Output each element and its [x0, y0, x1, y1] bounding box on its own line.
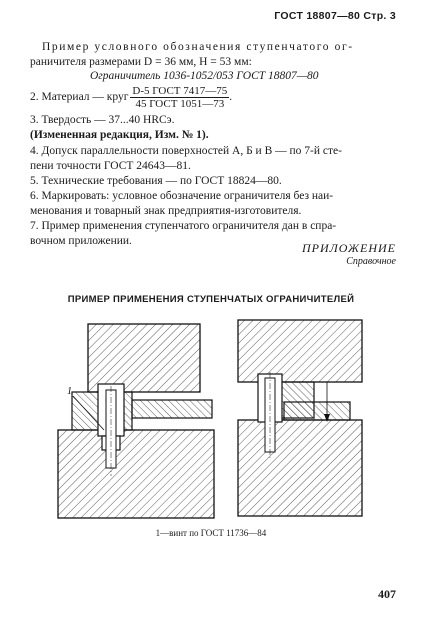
item-5: 5. Технические требования — по ГОСТ 18824—80. — [30, 175, 282, 187]
item-7-line-1: 7. Пример применения ступенчатого ограничителя дан в спра- — [30, 220, 337, 232]
left-slide — [132, 400, 212, 418]
figure-title: ПРИМЕР ПРИМЕНЕНИЯ СТУПЕНЧАТЫХ ОГРАНИЧИТЕЛЕЙ — [67, 294, 355, 305]
right-assembly — [238, 320, 362, 516]
figure-caption: 1—винт по ГОСТ 11736—84 — [155, 528, 267, 538]
item-4-line-1: 4. Допуск параллельности поверхностей А, Б и В — по 7-й сте- — [30, 145, 342, 157]
appendix-title: ПРИЛОЖЕНИЕ — [302, 241, 396, 255]
figure-drawing — [0, 310, 422, 525]
appendix-heading — [302, 241, 396, 267]
left-upper-die — [88, 324, 200, 392]
item-2-prefix: 2. Материал — круг — [30, 91, 129, 104]
left-assembly — [58, 324, 214, 518]
right-lower-plate — [238, 420, 362, 516]
left-lower-plate — [58, 430, 214, 518]
item-2-suffix: . — [229, 91, 233, 104]
example-line-2: раничителя размерами D = 36 мм, H = 53 мм: — [30, 56, 252, 68]
designation: Ограничитель 1036-1052/053 ГОСТ 18807—80 — [90, 70, 319, 82]
right-upper-die — [238, 320, 362, 382]
page-number: 407 — [378, 587, 396, 601]
fraction-denominator: 45 ГОСТ 1051—73 — [135, 98, 225, 110]
example-line-1: Пример условного обозначения ступенчатого ог- — [42, 41, 354, 53]
material-fraction — [130, 85, 229, 110]
item-3: 3. Твердость — 37...40 HRCэ. — [30, 114, 175, 126]
item-2 — [30, 85, 232, 110]
item-6-line-2: менования и товарный знак предприятия-изготовителя. — [30, 205, 302, 217]
item-7-line-2: вочном приложении. — [30, 235, 132, 247]
figure-callout: 1 — [67, 386, 72, 397]
revision-note: (Измененная редакция, Изм. № 1). — [30, 129, 209, 141]
item-6-line-1: 6. Маркировать: условное обозначение ограничителя без наи- — [30, 190, 334, 202]
page-header: ГОСТ 18807—80 Стр. 3 — [274, 10, 396, 22]
fraction-numerator: D-5 ГОСТ 7417—75 — [132, 85, 228, 97]
appendix-subtitle: Справочное — [346, 256, 396, 267]
item-4-line-2: пени точности ГОСТ 24643—81. — [30, 160, 191, 172]
right-slide — [284, 402, 350, 420]
